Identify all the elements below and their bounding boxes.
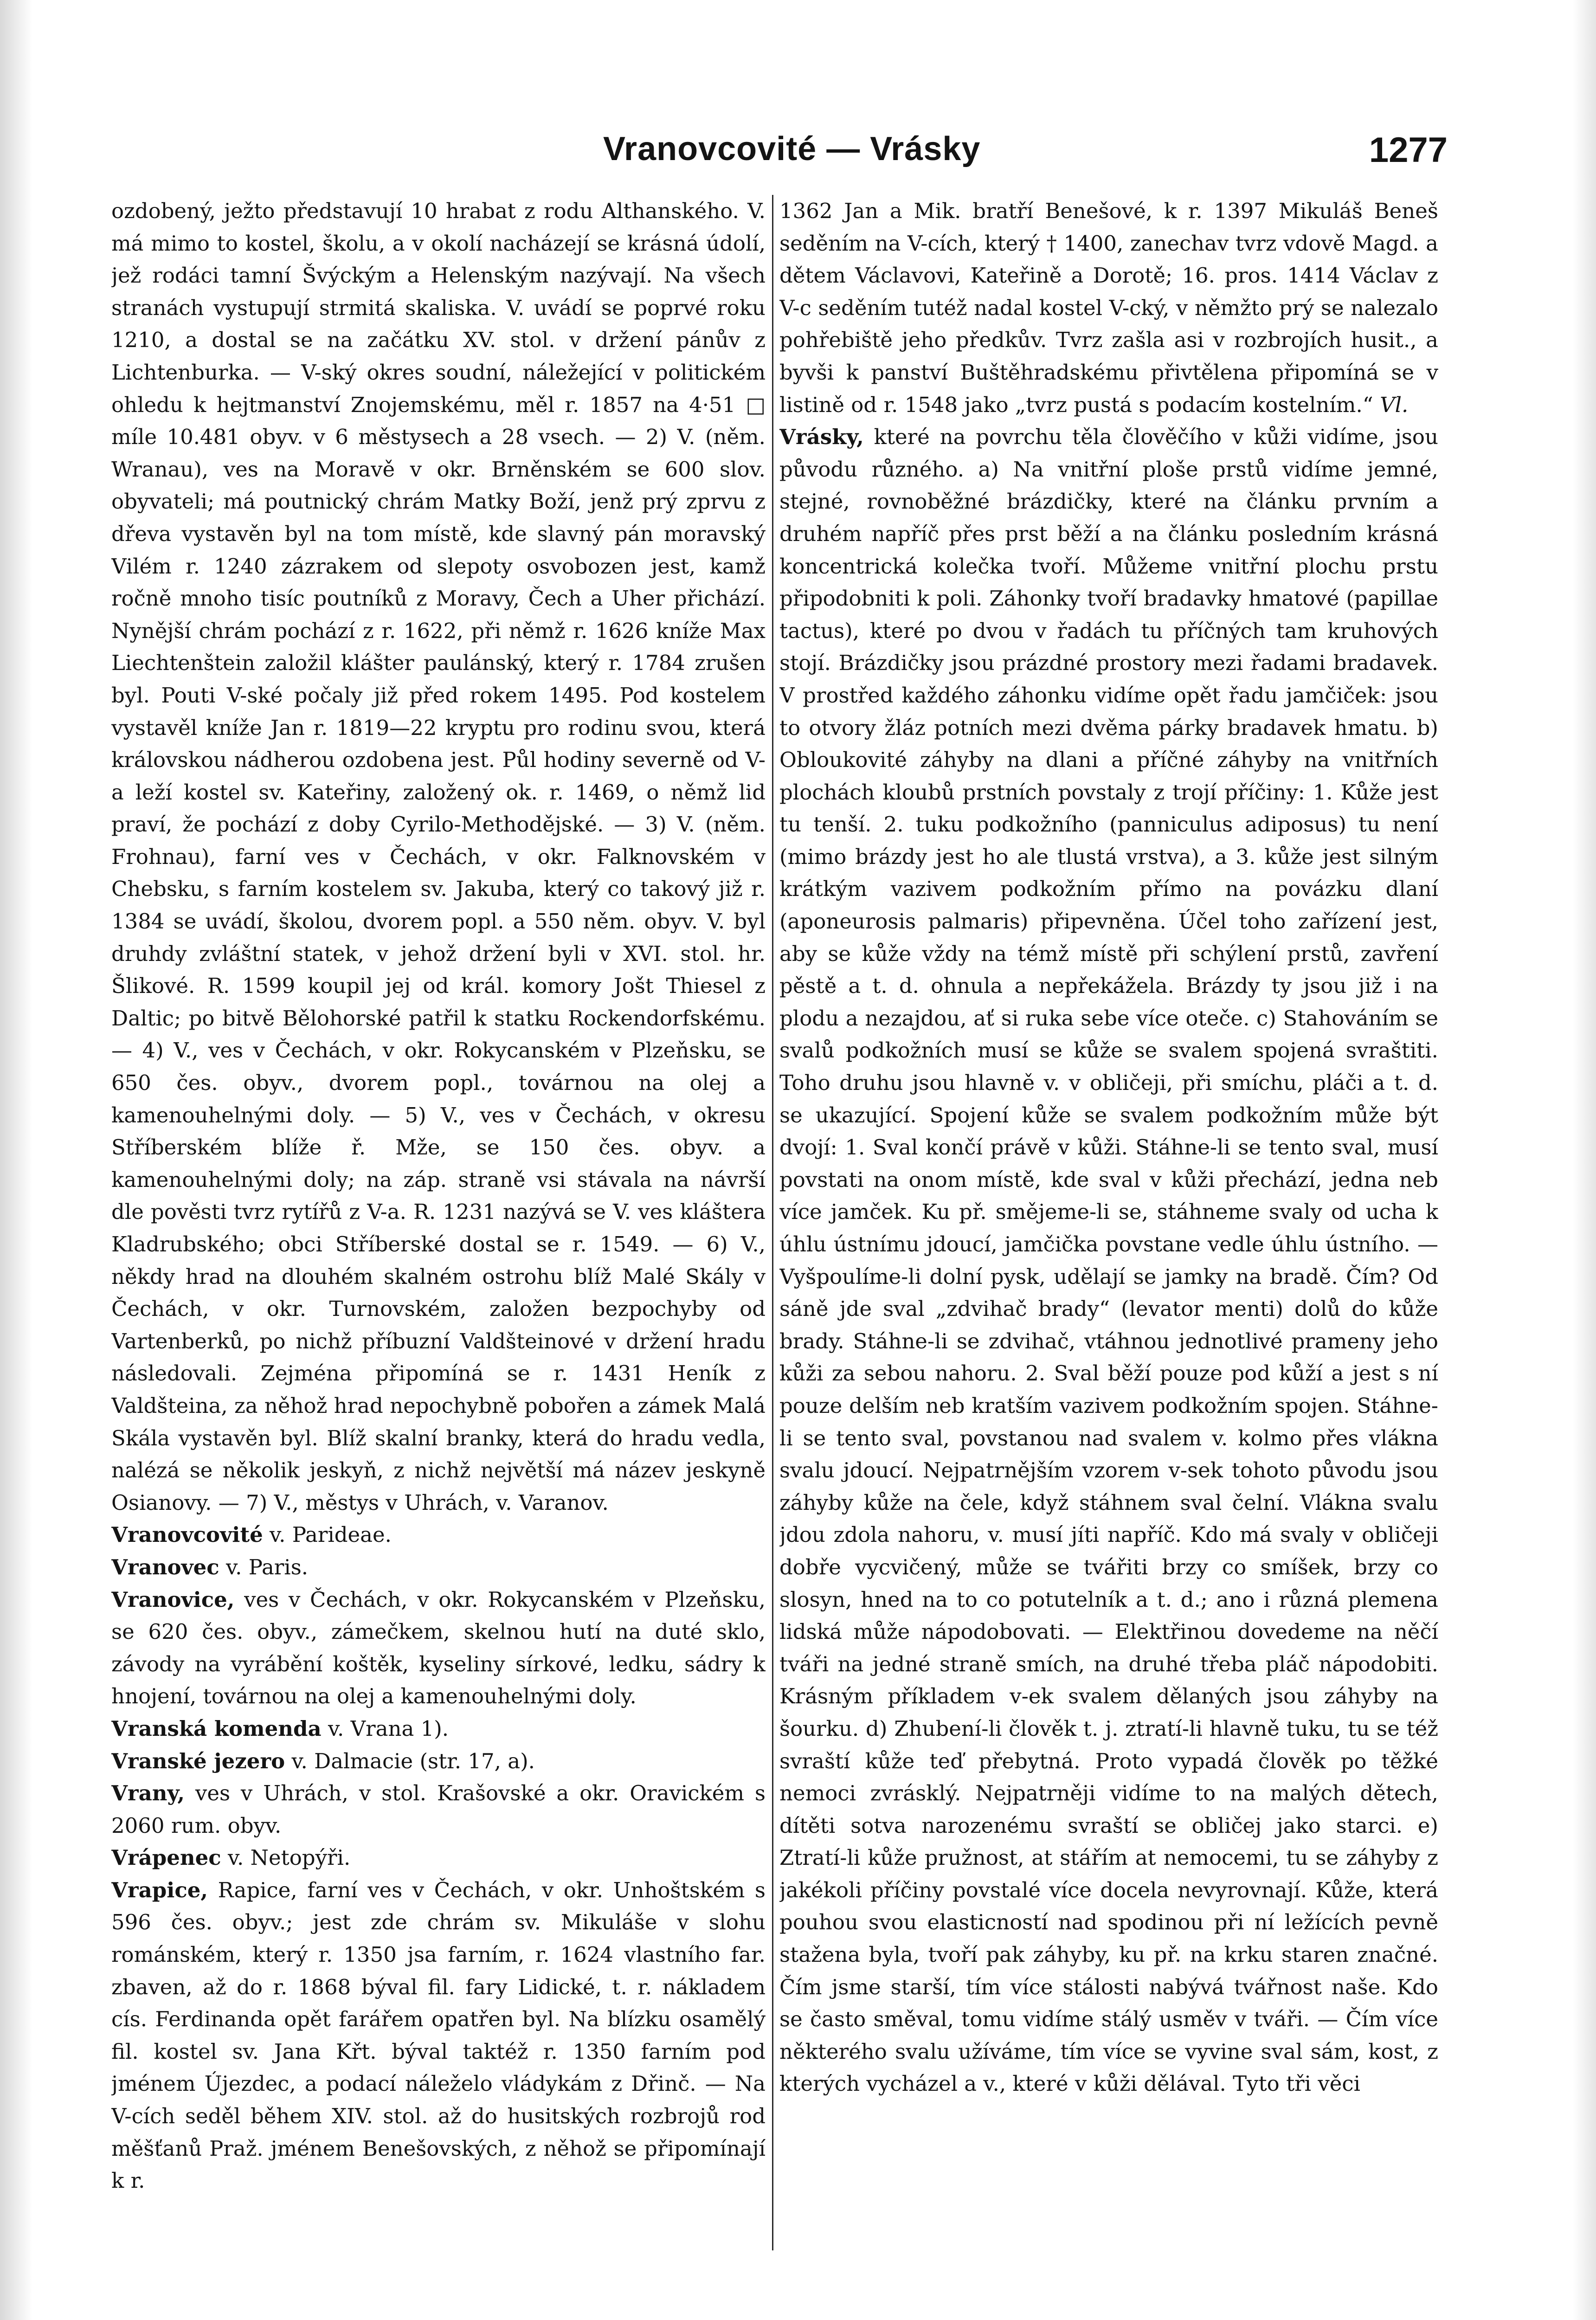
entry-vranske-jezero — [111, 1745, 766, 1778]
headword: Vrásky, — [779, 425, 864, 450]
entry-text: které na povrchu těla člověčího v kůži vidíme, jsou původu různého. a) Na vnitřní ploše prstů vidíme jemné, stejné, rovnoběžné brázdičky, které na článku prvním a druhém napříč přes prst běží a na článku posledním krásná koncentrická kolečka tvoří. Můžeme vnitřní plochu prstu připodobniti k poli. Záhonky tvoří bradavky hmatové (papillae tactus), které po dvou v řadách tu příčných tam kruhových stojí. Brázdičky jsou prázdné prostory mezi řadami bradavek. V prostřed každého záhonku vidíme opět řadu jamčiček: jsou to otvory žláz potních mezi dvěma párky bradavek hmatu. b) Obloukovité záhyby na dlani a příčné záhyby na vnitřních plochách kloubů prstních povstaly z trojí příčiny: 1. Kůže jest tu tenší. 2. tuku podkožního (panniculus adiposus) tu není (mimo brázdy jest ho ale tlustá vrstva), a 3. kůže jest silným krátkým vazivem podkožním přímo na povázku dlaní (aponeurosis palmaris) připevněna. Účel toho zařízení jest, aby se kůže vždy na témž místě při schýlení prstů, zavření pěstě a t. d. ohnula a nepřekážela. Brázdy ty jsou již i na plodu a nezajdou, ať si ruka sebe více otečе. c) Stahováním se svalů podkožních musí se kůže se svalem spojená svraštiti. Toho druhu jsou hlavně v. v obličeji, při smíchu, pláči a t. d. se ukazující. Spojení kůže se svalem podkožním může být dvojí: 1. Sval končí právě v kůži. Stáhne-li se tento sval, musí povstati na onom místě, kde sval v kůži přechází, jedna neb více jamček. Ku př. smějeme-li se, stáhneme svaly od ucha k úhlu ústnímu jdoucí, jamčička povstane vedle úhlu ústního. — Vyšpoulíme-li dolní pysk, udělají se jamky na bradě. Čím? Od sáně jde sval „zdvihač brady“ (levator menti) dolů do kůže brady. Stáhne-li se zdvihač, vtáhnou jednotlivé prameny jeho kůži za sebou nahoru. 2. Sval běží pouze pod kůží a jest s ní pouze delším neb kratším vazivem podkožním spojen. Stáhne-li se tento sval, povstanou nad svalem v. kolmo přes vlákna svalu jdoucí. Nejpatrnějším vzorem v-sek tohoto původu jsou záhyby kůže na čele, když stáhnem sval čelní. Vlákna svalu jdou zdola nahoru, v. musí jíti napříč. Kdo má svaly v obličeji dobře vycvičený, může se tvářiti brzy co smíšek, brzy co slosyn, hned na to co potutelník a t. d.; ano i různá plemena lidská může nápodobovati. — Elektřinou dovedeme na něčí tváři na jedné straně smích, na druhé třeba pláč nápodobiti. Krásným příkladem v-ek svalem dělaných jsou záhyby na šourku. d) Zhubení-li člověk t. j. ztratí-li hlavně tuku, tu se též svraští kůže teď přebytná. Proto vypadá člověk po těžké nemoci zvrásklý. Nejpatrněji vidíme to na malých dětech, dítěti sotva narozenému svraští se obličej jako starci. e) Ztratí-li kůže pružnost, at stářím at nemocemi, tu se záhyby z jakékoli příčiny povstalé více docela nevyrovnají. Kůže, která pouhou svou elasticností nad spodinou při ní ležících pevně stažena byla, tvoří pak záhyby, ku př. na krku staren značné. Čím jsme starší, tím více stálosti nabývá tvářnost naše. Kdo se často směval, tomu vidíme stálý usměv v tváři. — Čím více některého svalu užíváme, tím více se vyvine sval sám, kost, z kterých vycházel a v., které v kůži dělával. Tyto tři věci — [779, 425, 1438, 2096]
entry-text: v. Vrana 1). — [328, 1716, 449, 1741]
headword: Vrápenec — [111, 1845, 221, 1870]
entry-text: v. Netopýři. — [227, 1845, 351, 1870]
right-column — [779, 195, 1438, 2255]
entry-vrasky — [779, 421, 1438, 2100]
column-divider — [772, 195, 773, 2250]
headword: Vranovice, — [111, 1587, 235, 1612]
headword: Vranské jezero — [111, 1748, 285, 1773]
entry-continuation — [111, 195, 766, 1519]
continuation-text: 1362 Jan a Mik. bratří Benešové, k r. 1397 Mikuláš Beneš seděním na V-cích, který † 1400, zanechav tvrz vdově Magd. a dětem Václavovi, Kateřině a Dorotě; 16. pros. 1414 Václav z V-c seděním tutéž nadal kostel V-cký, v němžto prý se nalezalo pohřebiště jeho předkův. Tvrz zašla asi v rozbrojích husit., a byvši k panství Buštěhradskému přivtělena připomíná se v listině od r. 1548 jako „tvrz pustá s podacím kostelním.“ — [779, 199, 1438, 417]
scan-edge-left — [0, 0, 32, 2320]
page-number: 1277 — [1369, 130, 1448, 170]
entry-vrany — [111, 1777, 766, 1842]
header-title: Vranovcovité — Vrásky — [603, 130, 981, 168]
entry-vrapenec — [111, 1842, 766, 1874]
continuation-text: ozdobený, ježto představují 10 hrabat z rodu Althanského. V. má mimo to kostel, školu, a v okolí nacházejí se krásná údolí, jež rodáci tamní Švýckým a Helenským nazývají. Na všech stranách vystupují strmitá skaliska. V. uvádí se poprvé roku 1210, a dostal se na začátku XV. stol. v držení pánův z Lichtenburka. — V-ský okres soudní, náležející v politickém ohledu k hejtmanství Znojemskému, měl r. 1857 na 4·51 □ míle 10.481 obyv. v 6 městysech a 28 vsech. — [111, 199, 766, 450]
entry-text: v. Paris. — [226, 1554, 309, 1579]
entry-vrapice — [111, 1874, 766, 2197]
sense-6: — 6) V., někdy hrad na dlouhém skalném ostrohu blíž Malé Skály v Čechách, v okr. Turnovském, založen bezpochyby od Vartenberků, po nichž příbuzní Valdšteinové v držení hradu následovali. Zejména připomíná se r. 1431 Heník z Valdšteina, za něhož hrad nepochybně pobořen a zámek Malá Skála vystavěn byl. Blíž skalní branky, která do hradu vedla, nalézá se několik jeskyň, z nichž největší má název jeskyně Osianovy. — [111, 1232, 766, 1515]
entry-text: v. Parideae. — [270, 1522, 392, 1547]
headword: Vranská komenda — [111, 1716, 322, 1741]
entry-text: ves v Čechách, v okr. Rokycanském v Plzeňsku, se 620 čes. obyv., zámečkem, skelnou hutí na duté sklo, závody na vyrábění koštěk, kyseliny sírkové, ledku, sádry k hnojení, továrnou na olej a kamenouhelnými doly. — [111, 1587, 766, 1709]
sense-7: — 7) V., městys v Uhrách, v. Varanov. — [218, 1490, 609, 1515]
left-column — [111, 195, 766, 2255]
scan-edge-right — [1573, 0, 1596, 2320]
author-signature: Vl. — [1380, 392, 1409, 417]
entry-vranovcovite — [111, 1519, 766, 1551]
entry-vranska-komenda — [111, 1713, 766, 1745]
headword: Vrany, — [111, 1781, 185, 1806]
sense-4: — 4) V., ves v Čechách, v okr. Rokycanském v Plzeňsku, se 650 čes. obyv., dvorem popl., továrnou na olej a kamenouhelnými doly. — [111, 1038, 766, 1128]
entry-vranovec — [111, 1551, 766, 1584]
entry-continuation-right — [779, 195, 1438, 421]
sense-3: — 3) V. (něm. Frohnau), farní ves v Čechách, v okr. Falknovském v Chebsku, s farním kostelem sv. Jakuba, který co takový již r. 1384 se uvádí, školou, dvorem popl. a 550 něm. obyv. V. byl druhdy zvláštní statek, v jehož držení byli v XVI. stol. hr. Šlikové. R. 1599 koupil jej od král. komory Jošt Thiesel z Daltic; po bitvě Bělohorské patřil k statku Rockendorfskému. — [111, 812, 766, 1031]
headword: Vranovec — [111, 1554, 219, 1579]
entry-text: ves v Uhrách, v stol. Krašovské a okr. Oravickém s 2060 rum. obyv. — [111, 1781, 766, 1838]
entry-text: Rapice, farní ves v Čechách, v okr. Unhoštském s 596 čes. obyv.; jest zde chrám sv. Mikuláše v slohu románském, který r. 1350 jsa farním, r. 1624 vlastního far. zbaven, až do r. 1868 býval fil. fary Lidické, t. r. nákladem cís. Ferdinanda opět farářem opatřen byl. Na blízku osamělý fil. kostel sv. Jana Křt. býval taktéž r. 1350 farním pod jménem Újezdec, a podací náleželo vládykám z Dřinč. — Na V-cích seděl během XIV. stol. až do husitských rozbrojů rod měšťanů Praž. jménem Benešovských, z něhož se připomínají k r. — [111, 1877, 766, 2193]
headword: Vrapice, — [111, 1877, 208, 1902]
sense-2: — 2) V. (něm. Wranau), ves na Moravě v okr. Brněnském se 600 slov. obyvateli; má poutnický chrám Matky Boží, jenž prý zprvu z dřeva vystavěn byl na tom místě, kde slavný pán moravský Vilém r. 1240 zázrakem od slepoty osvobozen jest, kamž ročně mnoho tisíc poutníků z Moravy, Čech a Uher přichází. Nynější chrám pochází z r. 1622, při němž r. 1626 kníže Max Liechtenštein založil klášter paulánský, který r. 1784 zrušen byl. Pouti V-ské počaly již před rokem 1495. Pod kostelem vystavěl kníže Jan r. 1819—22 kryptu pro rodinu svou, která královskou nádherou ozdobena jest. Půl hodiny severně od V-a leží kostel sv. Kateřiny, založený ok. r. 1469, o němž lid praví, že pochází z doby Cyrilo-Methodějské. — [111, 425, 766, 837]
entry-vranovice — [111, 1584, 766, 1713]
headword: Vranovcovité — [111, 1522, 263, 1547]
entry-text: v. Dalmacie (str. 17, a). — [291, 1748, 535, 1773]
running-header — [121, 130, 1448, 181]
sense-5: — 5) V., ves v Čechách, v okresu Stříberském blíže ř. Mže, se 150 čes. obyv. a kamenouhelnými doly; na záp. straně vsi stávala na návrší dle pověsti tvrz rytířů z V-a. R. 1231 nazývá se V. ves kláštera Kladrubského; obci Stříberské dostal se r. 1549. — [111, 1102, 766, 1257]
